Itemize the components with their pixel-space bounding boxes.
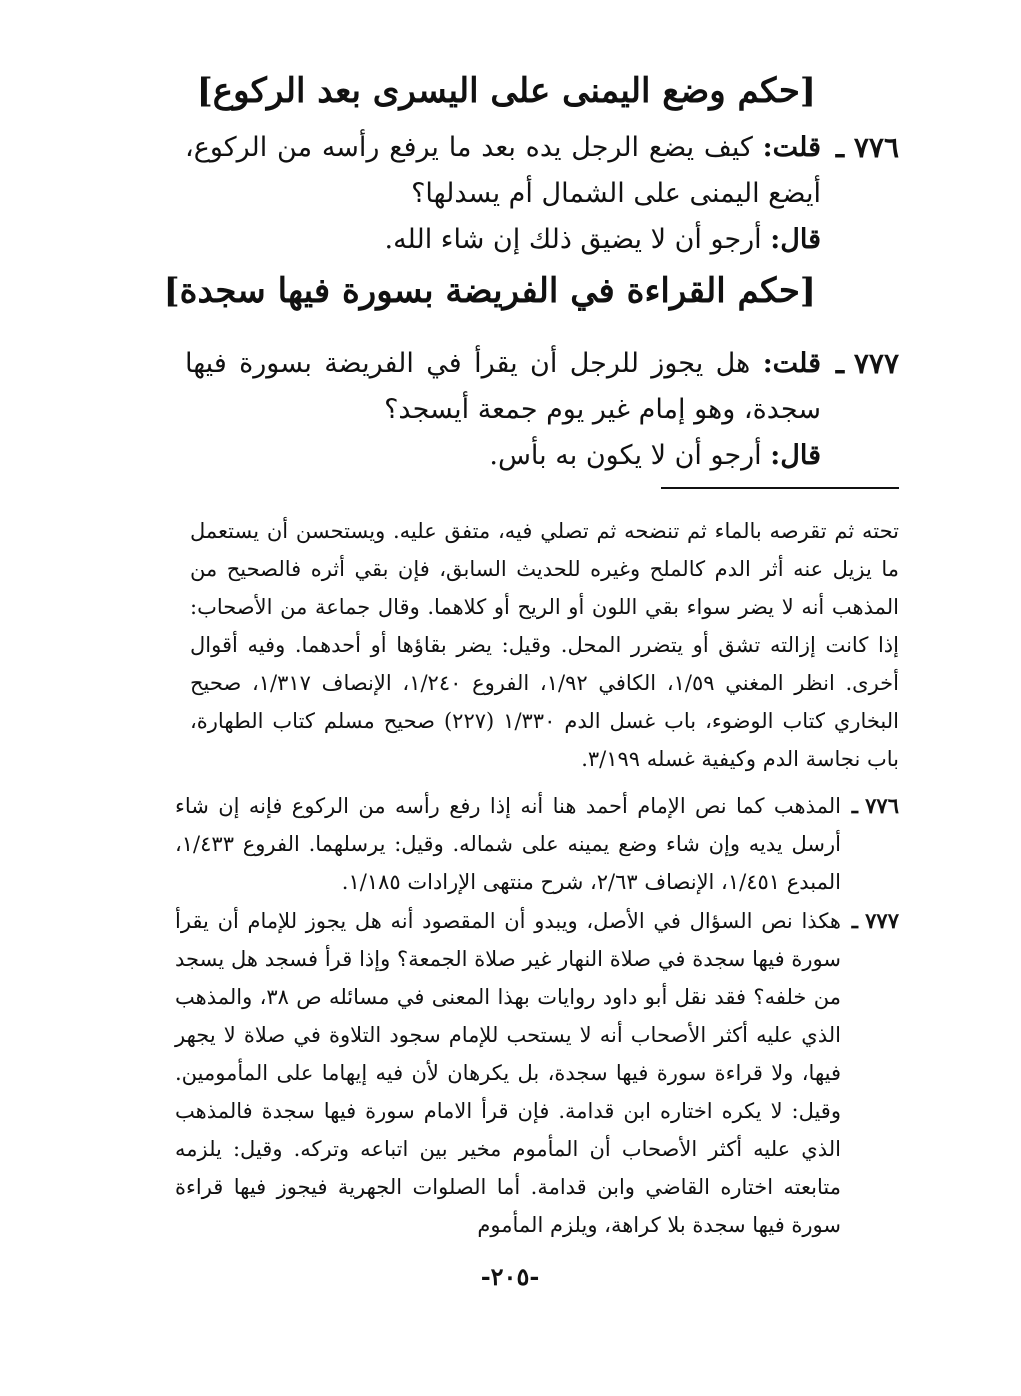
answer-text: أرجو أن لا يضيق ذلك إن شاء الله.	[384, 224, 762, 255]
footnote-continuation-text: تحته ثم تقرصه بالماء ثم تنضحه ثم تصلي فيه، متفق عليه. ويستحسن أن يستعمل ما يزيل عنه أثر الدم كالملح وغيره للحديث السابق، فإن بقي أثره فالصحيح من المذهب أنه لا يضر سواء بقي اللون أو الريح أو كلاهما. وقال جماعة من الأصحاب: إذا كانت إزالته تشق أو يتضرر المحل. وقيل: يضر بقاؤها أو أحدهما. وفيه أقوال أخرى. انظر المغني ١/٥٩، الكافي ١/٩٢، الفروع ١/٢٤٠، الإنصاف ١/٣١٧، صحيح البخاري كتاب الوضوء، باب غسل الدم ١/٣٣٠ (٢٢٧) صحيح مسلم كتاب الطهارة، باب نجاسة الدم وكيفية غسله ٣/١٩٩.	[190, 519, 900, 771]
question-number-777: ٧٧٧ ـ	[835, 347, 899, 380]
page-number: -٢٠٥-	[480, 1262, 540, 1291]
footnote-776	[175, 787, 841, 901]
footnote-776-text: المذهب كما نص الإمام أحمد هنا أنه إذا رفع رأسه من الركوع فإنه إن شاء أرسل يديه وإن شاء وضع يمينه على شماله. وقيل: يرسلهما. الفروع ١/٤٣٣، المبدع ١/٤٥١، الإنصاف ٢/٦٣، شرح منتهى الإرادات ١/١٨٥.	[175, 794, 841, 894]
footnote-number-777: ٧٧٧ ـ	[851, 908, 899, 933]
footnote-777-text: هكذا نص السؤال في الأصل، ويبدو أن المقصود أنه هل يجوز للإمام أن يقرأ سورة فيها سجدة في صلاة النهار غير صلاة الجمعة؟ وإذا قرأ فسجد هل يسجد من خلفه؟ فقد نقل أبو داود روايات بهذا المعنى في مسائله ص ٣٨، والمذهب الذي عليه أكثر الأصحاب أنه لا يستحب للإمام سجود التلاوة في صلاة لا يجهر فيها، ولا قراءة سورة فيها سجدة، بل يكرهان لأن فيه إيهاما على المأمومين. وقيل: لا يكره اختاره ابن قدامة. فإن قرأ الامام سورة فيها سجدة فالمذهب الذي عليه أكثر الأصحاب أن المأموم مخير بين اتباعه وتركه. وقيل: يلزمه متابعته اختاره القاضي وابن قدامة. أما الصلوات الجهرية فيجوز فيها قراءة سورة فيها سجدة بلا كراهة، ويلزم المأموم	[175, 909, 841, 1237]
question-number-776: ٧٧٦ ـ	[835, 131, 899, 164]
answer-label: قال:	[770, 224, 821, 255]
question-label: قلت:	[762, 132, 821, 163]
footnote-number-776: ٧٧٦ ـ	[851, 793, 899, 818]
question-block-777	[185, 341, 821, 479]
answer-776	[185, 217, 821, 263]
section-heading-777: [حكم القراءة في الفريضة بسورة فيها سجدة]	[163, 271, 816, 311]
question-776	[185, 125, 821, 217]
footnote-continuation	[190, 512, 899, 778]
footnote-divider	[661, 487, 899, 489]
question-text: هل يجوز للرجل أن يقرأ في الفريضة بسورة فيها سجدة، وهو إمام غير يوم جمعة أيسجد؟	[185, 348, 821, 425]
section-heading-776: [حكم وضع اليمنى على اليسرى بعد الركوع]	[196, 71, 816, 111]
question-block-776	[185, 125, 821, 263]
answer-text: أرجو أن لا يكون به بأس.	[489, 440, 762, 471]
answer-label: قال:	[770, 440, 821, 471]
question-777	[185, 341, 821, 433]
footnote-777	[175, 902, 841, 1244]
answer-777	[185, 433, 821, 479]
question-text: كيف يضع الرجل يده بعد ما يرفع رأسه من الركوع، أيضع اليمنى على الشمال أم يسدلها؟	[185, 132, 821, 209]
question-label: قلت:	[762, 348, 822, 379]
